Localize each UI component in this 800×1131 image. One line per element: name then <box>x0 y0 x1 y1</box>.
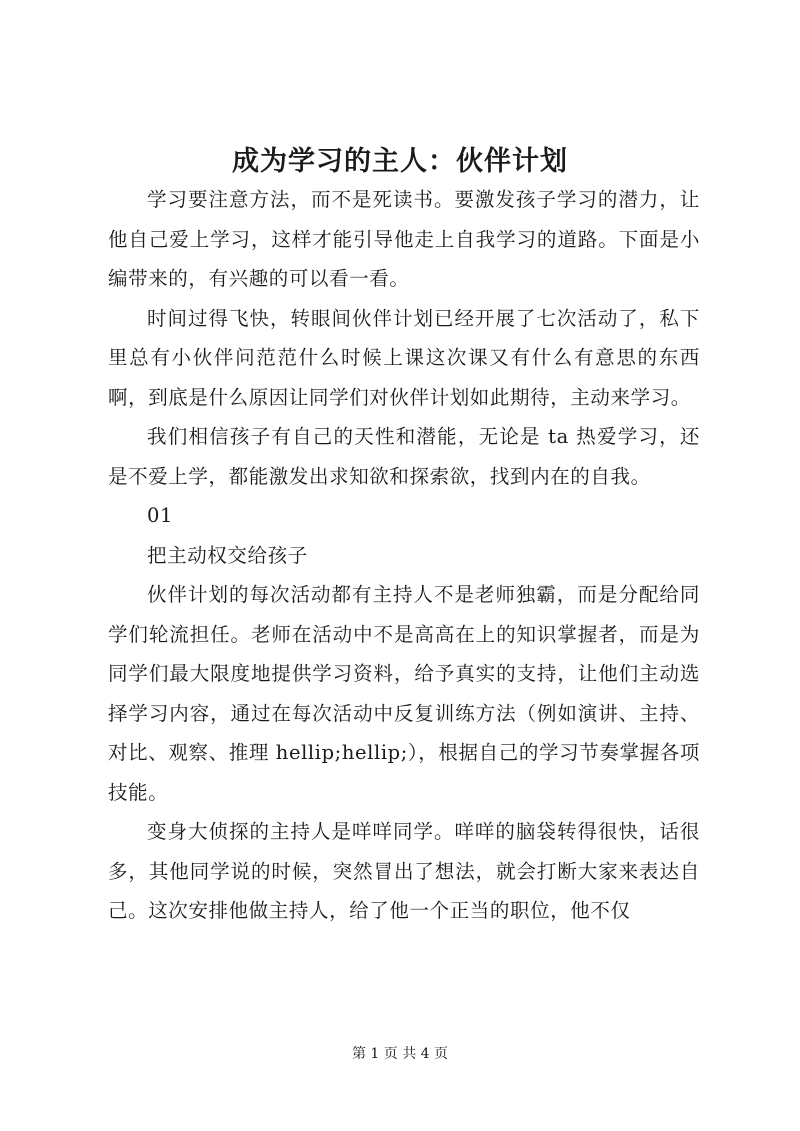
document-title: 成为学习的主人：伙伴计划 <box>232 146 568 177</box>
document-body <box>108 180 700 931</box>
section-heading: 把主动权交给孩子 <box>147 543 308 567</box>
paragraph-detective-host: 变身大侦探的主持人是咩咩同学。咩咩的脑袋转得很快，话很多，其他同学说的时候，突然冒出了想法，就会打断大家来表达自己。这次安排他做主持人，给了他一个正当的职位，他不仅 <box>108 820 700 922</box>
section-number: 01 <box>147 504 174 527</box>
paragraph-intro: 学习要注意方法，而不是死读书。要激发孩子学习的潜力，让他自己爱上学习，这样才能引导他走上自我学习的道路。下面是小编带来的，有兴趣的可以看一看。 <box>108 188 700 290</box>
paragraph-belief: 我们相信孩子有自己的天性和潜能，无论是 ta 热爱学习，还是不爱上学，都能激发出求知欲和探索欲，找到内在的自我。 <box>108 425 700 488</box>
page-footer: 第 1 页 共 4 页 <box>351 1046 449 1062</box>
paragraph-activities: 时间过得飞快，转眼间伙伴计划已经开展了七次活动了，私下里总有小伙伴问范范什么时候上课这次课又有什么有意思的东西啊，到底是什么原因让同学们对伙伴计划如此期待，主动来学习。 <box>108 306 700 409</box>
paragraph-host-rotation: 伙伴计划的每次活动都有主持人不是老师独霸，而是分配给同学们轮流担任。老师在活动中不是高高在上的知识掌握者，而是为同学们最大限度地提供学习资料，给予真实的支持，让他们主动选择学习内容，通过在每次活动中反复训练方法（例如演讲、主持、对比、观察、推理 hellip;hellip;），根据自己的学习节奏掌握各项技能。 <box>108 583 700 804</box>
